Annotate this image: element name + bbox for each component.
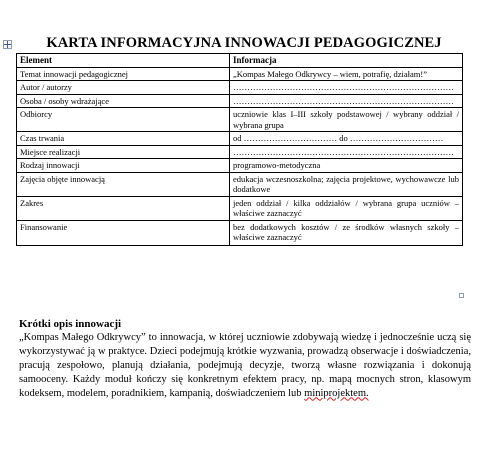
page-title: KARTA INFORMACYJNA INNOWACJI PEDAGOGICZNEJ	[46, 35, 442, 51]
table-row	[17, 67, 463, 81]
row-label: Rodzaj innowacji	[17, 159, 230, 173]
table-row	[17, 220, 463, 245]
row-label: Odbiorcy	[17, 108, 230, 132]
description-section	[19, 318, 471, 401]
table-move-handle-icon[interactable]	[3, 40, 12, 49]
header-information: Informacja	[230, 54, 463, 68]
row-value: jeden oddział / kilka oddziałów / wybrana grupa uczniów – właściwe zaznaczyć	[230, 196, 463, 220]
row-label: Miejsce realizacji	[17, 145, 230, 159]
table-row	[17, 94, 463, 108]
description-text: „Kompas Małego Odkrywcy” to innowacja, w której uczniowie zdobywają wiedzę i jednocześnie uczą się wykorzystywać ją w praktyce. Dzieci podejmują krótkie wyzwania, prowadzą obserwacje i doświadczenia, pracują zespołowo, planują działania, podejmują decyzje, tworzą własne rozwiązania i dokonują samooceny. Każdy moduł kończy się konkretnym efektem pracy, np. mapą mocnych stron, klasowym kodeksem, modelem, poradnikiem, kampanią, doświadczeniem lub	[19, 332, 471, 399]
row-value: uczniowie klas I–III szkoły podstawowej / wybrany oddział / wybrana grupa	[230, 108, 463, 132]
row-value: od …………………………… do ……………………………	[230, 132, 463, 146]
row-value: ……………………………………………………………………	[230, 145, 463, 159]
row-label: Osoba / osoby wdrażające	[17, 94, 230, 108]
table-row	[17, 159, 463, 173]
table-row	[17, 196, 463, 220]
section-heading: Krótki opis innowacji	[19, 318, 122, 330]
row-value: „Kompas Małego Odkrywcy – wiem, potrafię, działam!”	[230, 67, 463, 81]
row-label: Finansowanie	[17, 220, 230, 245]
table-row	[17, 172, 463, 196]
row-value: bez dodatkowych kosztów / ze środków własnych szkoły – właściwe zaznaczyć	[230, 220, 463, 245]
table-row	[17, 132, 463, 146]
row-label: Czas trwania	[17, 132, 230, 146]
row-value: ……………………………………………………………………	[230, 94, 463, 108]
row-label: Autor / autorzy	[17, 81, 230, 95]
row-value: ……………………………………………………………………	[230, 81, 463, 95]
row-value: programowo-metodyczna	[230, 159, 463, 173]
info-table	[16, 53, 463, 246]
table-row	[17, 81, 463, 95]
spellcheck-word: miniprojektem.	[304, 387, 369, 399]
row-label: Zajęcia objęte innowacją	[17, 172, 230, 196]
table-header-row	[17, 54, 463, 68]
table-row	[17, 108, 463, 132]
table-row	[17, 145, 463, 159]
row-label: Zakres	[17, 196, 230, 220]
description-paragraph	[19, 331, 471, 401]
header-element: Element	[17, 54, 230, 68]
row-value: edukacja wczesnoszkolna; zajęcia projektowe, wychowawcze lub dodatkowe	[230, 172, 463, 196]
table-resize-handle-icon[interactable]	[459, 293, 464, 298]
row-label: Temat innowacji pedagogicznej	[17, 67, 230, 81]
